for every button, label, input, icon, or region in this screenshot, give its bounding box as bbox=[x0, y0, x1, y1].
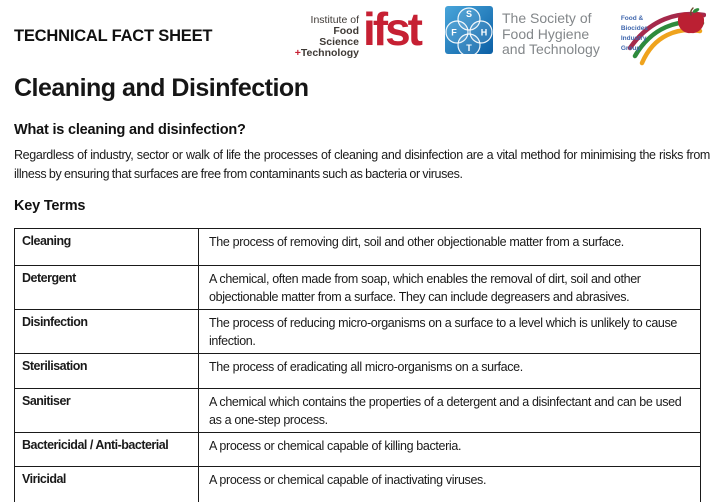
ifst-line3 bbox=[291, 48, 359, 59]
table-row bbox=[15, 467, 701, 502]
table-row bbox=[15, 266, 701, 310]
intro-paragraph: Regardless of industry, sector or walk of life the processes of cleaning and disinfection are a vital method for minimising the risks from illness by ensuring that surfaces are free from contaminants such as bacteria or viruses. bbox=[14, 148, 710, 181]
definition-cell: The process of eradicating all micro-organisms on a surface. bbox=[199, 354, 701, 389]
sofht-line1: The Society of bbox=[502, 10, 592, 26]
ifst-logo bbox=[291, 3, 420, 59]
intro-heading: What is cleaning and disinfection? bbox=[14, 122, 246, 138]
ifst-wordmark-icon: ifst bbox=[363, 3, 420, 55]
definition-cell: A process or chemical capable of inactivating viruses. bbox=[199, 467, 701, 502]
ifst-line3-text: Technology bbox=[300, 47, 359, 59]
page-title: Cleaning and Disinfection bbox=[14, 74, 309, 102]
definition-cell: A chemical which contains the properties of a detergent and a disinfectant and can be used as a one-step process. bbox=[199, 389, 701, 433]
term-cell: Viricidal bbox=[15, 467, 199, 502]
term-cell: Disinfection bbox=[15, 310, 199, 354]
sofht-emblem-icon bbox=[445, 6, 493, 54]
sofht-logo-text bbox=[502, 6, 600, 58]
term-cell: Cleaning bbox=[15, 229, 199, 266]
definition-cell: The process of removing dirt, soil and other objectionable matter from a surface. bbox=[199, 229, 701, 266]
table-row bbox=[15, 389, 701, 433]
ifst-line2: Food Science bbox=[319, 25, 359, 48]
fact-sheet-label: TECHNICAL FACT SHEET bbox=[14, 27, 213, 45]
sofht-logo bbox=[445, 6, 600, 58]
table-row bbox=[15, 229, 701, 266]
fbig-logo-text bbox=[621, 14, 648, 54]
fbig-line2: Biocides bbox=[620, 25, 648, 32]
sofht-line3: and Technology bbox=[502, 41, 600, 57]
definition-cell: The process of reducing micro-organisms on a surface to a level which is unlikely to cause infection. bbox=[199, 310, 701, 354]
key-terms-heading: Key Terms bbox=[14, 198, 86, 214]
fbig-logo bbox=[616, 6, 706, 68]
table-row bbox=[15, 354, 701, 389]
ifst-logo-text bbox=[291, 6, 359, 59]
key-terms-table bbox=[14, 228, 701, 502]
fbig-line4: Group bbox=[620, 45, 641, 52]
header-logos bbox=[291, 3, 706, 68]
ifst-line1: Institute of bbox=[310, 14, 359, 26]
sofht-line2: Food Hygiene bbox=[502, 25, 590, 42]
definition-cell: A process or chemical capable of killing bacteria. bbox=[199, 433, 701, 467]
ifst-plus-sign: + bbox=[294, 47, 301, 59]
term-cell: Sanitiser bbox=[15, 389, 199, 433]
sofht-letter-s: S bbox=[465, 9, 473, 19]
definition-cell: A chemical, often made from soap, which enables the removal of dirt, soil and other objectionable matter from a surface. They can include degreasers and abrasives. bbox=[199, 266, 701, 310]
table-row bbox=[15, 433, 701, 467]
fbig-line3: Industry bbox=[620, 35, 647, 42]
term-cell: Detergent bbox=[15, 266, 199, 310]
term-cell: Bactericidal / Anti-bacterial bbox=[15, 433, 199, 467]
sofht-letter-h: H bbox=[480, 27, 488, 38]
sofht-letter-f: F bbox=[451, 27, 457, 38]
fbig-line1: Food & bbox=[620, 15, 644, 22]
table-row bbox=[15, 310, 701, 354]
term-cell: Sterilisation bbox=[15, 354, 199, 389]
sofht-letter-t: T bbox=[466, 43, 472, 53]
